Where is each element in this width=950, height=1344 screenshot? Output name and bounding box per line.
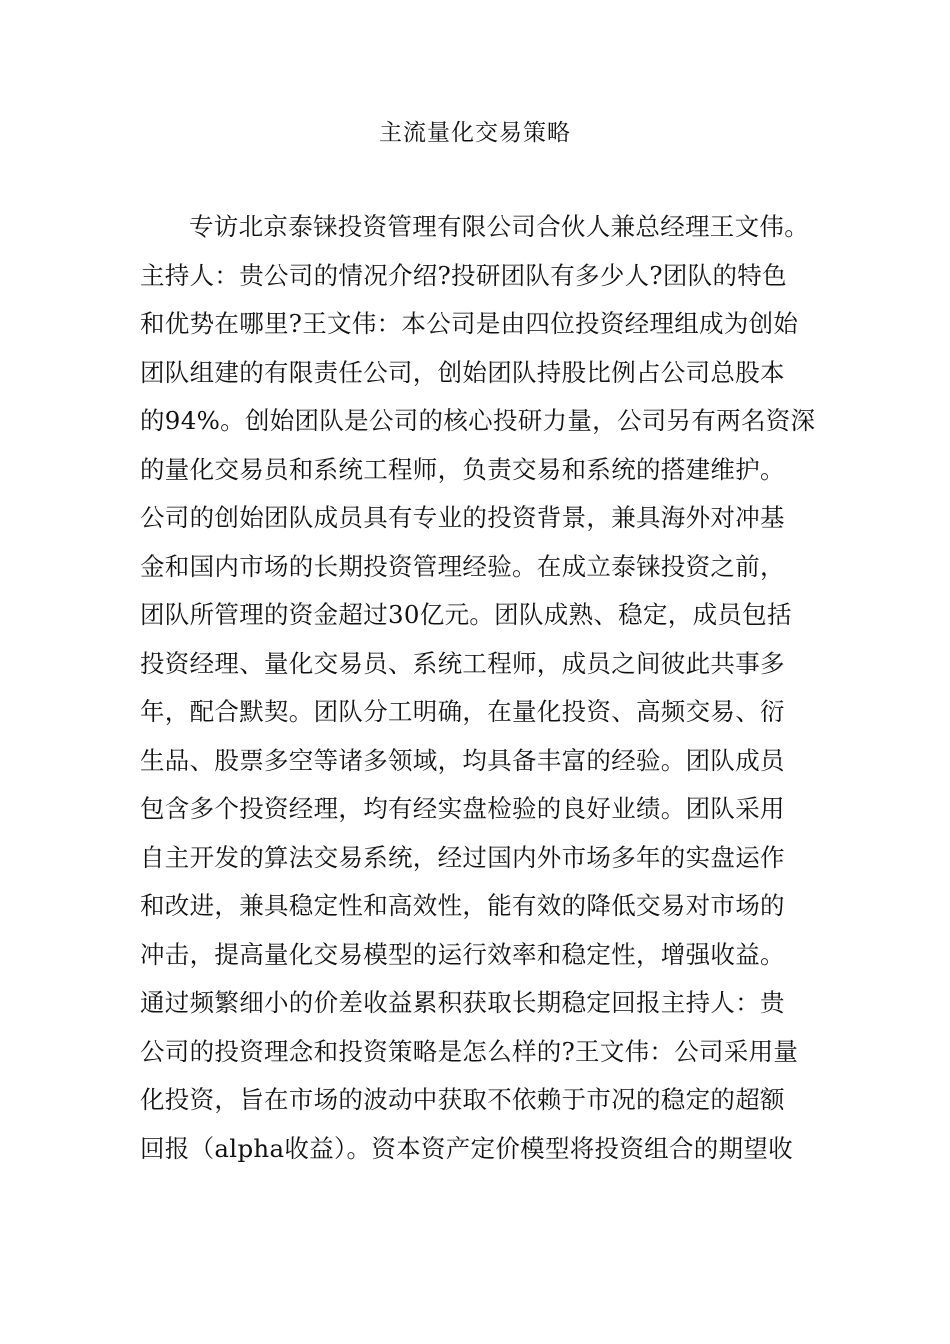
body-line: 化投资，旨在市场的波动中获取不依赖于市况的稳定的超额 — [140, 1085, 785, 1114]
body-line: 通过频繁细小的价差收益累积获取长期稳定回报主持人：贵 — [140, 988, 785, 1017]
body-line: 和优势在哪里?王文伟：本公司是由四位投资经理组成为创始 — [140, 309, 799, 338]
body-line: 投资经理、量化交易员、系统工程师，成员之间彼此共事多 — [140, 648, 785, 678]
body-line: 金和国内市场的长期投资管理经验。在成立泰铼投资之前， — [140, 551, 785, 581]
body-line: 主持人：贵公司的情况介绍?投研团队有多少人?团队的特色 — [140, 260, 787, 290]
body-line: 的94%。创始团队是公司的核心投研力量，公司另有两名资深 — [140, 406, 816, 435]
body-line: 公司的投资理念和投资策略是怎么样的?王文伟：公司采用量 — [140, 1036, 799, 1066]
body-line: 团队组建的有限责任公司，创始团队持股比例占公司总股本 — [140, 357, 785, 387]
document-title: 主流量化交易策略 — [379, 120, 571, 146]
body-line: 自主开发的算法交易系统，经过国内外市场多年的实盘运作 — [140, 842, 785, 872]
body-line: 回报（alpha收益）。资本资产定价模型将投资组合的期望收 — [140, 1133, 793, 1163]
body-line: 专访北京泰铼投资管理有限公司合伙人兼总经理王文伟。 — [189, 212, 809, 241]
body-line: 生品、股票多空等诸多领域，均具备丰富的经验。团队成员 — [140, 745, 785, 775]
body-line: 的量化交易员和系统工程师，负责交易和系统的搭建维护。 — [140, 454, 785, 484]
document-body — [140, 203, 830, 1173]
body-line: 公司的创始团队成员具有专业的投资背景，兼具海外对冲基 — [140, 503, 785, 532]
body-line: 和改进，兼具稳定性和高效性，能有效的降低交易对市场的 — [140, 891, 785, 920]
body-line: 冲击，提高量化交易模型的运行效率和稳定性，增强收益。 — [140, 939, 785, 969]
body-line: 团队所管理的资金超过30亿元。团队成熟、稳定，成员包括 — [140, 600, 792, 629]
body-line: 年，配合默契。团队分工明确，在量化投资、高频交易、衍 — [140, 697, 785, 726]
body-line: 包含多个投资经理，均有经实盘检验的良好业绩。团队采用 — [140, 794, 785, 823]
